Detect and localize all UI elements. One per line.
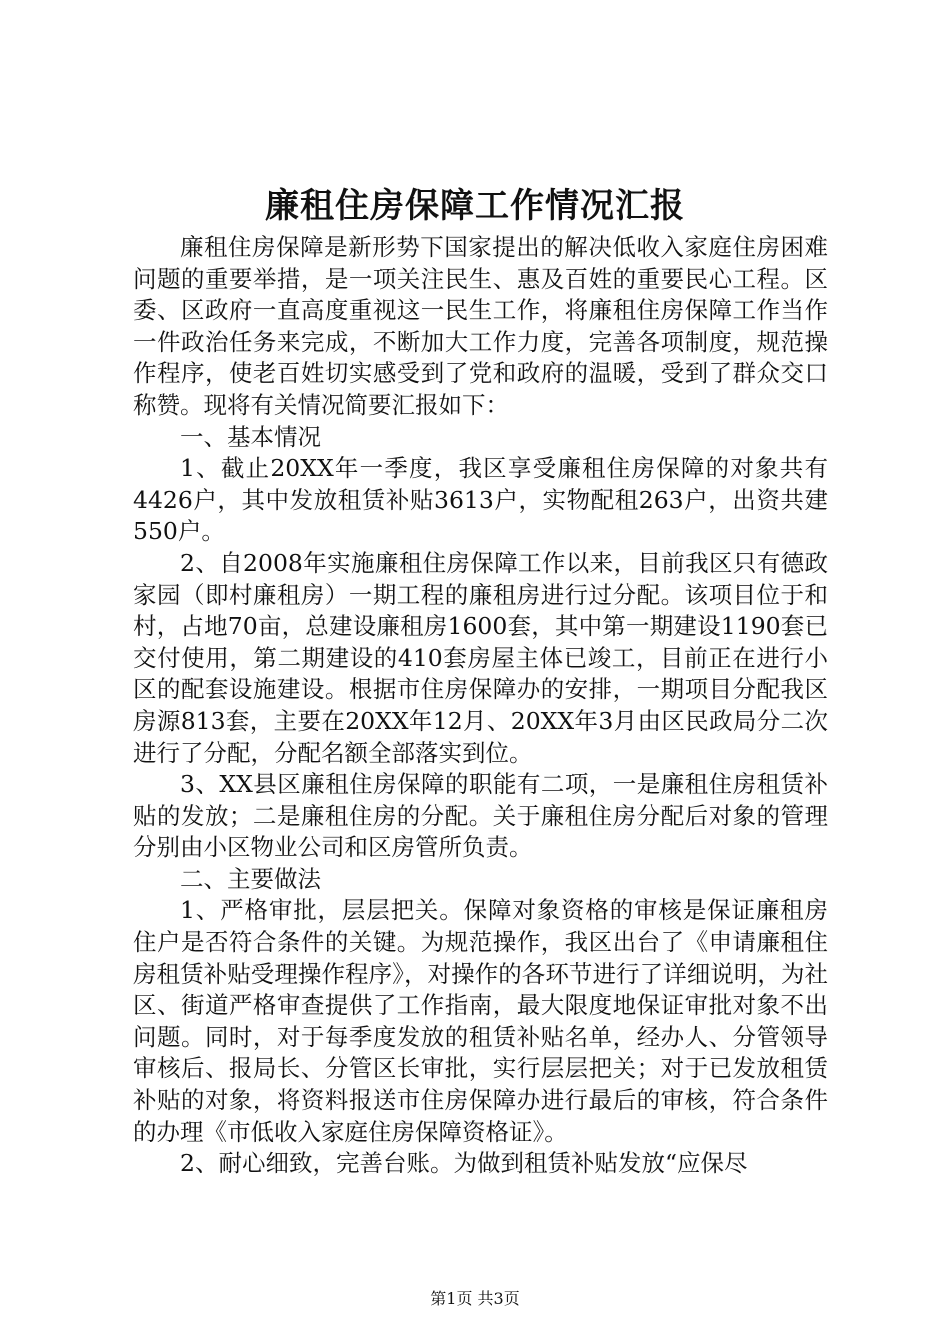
document-body bbox=[133, 232, 828, 1180]
paragraph-basic-3: 3、XX县区廉租住房保障的职能有二项，一是廉租住房租赁补贴的发放；二是廉租住房的分配。关于廉租住房分配后对象的管理分别由小区物业公司和区房管所负责。 bbox=[133, 770, 828, 862]
document-title: 廉租住房保障工作情况汇报 bbox=[265, 186, 685, 226]
section-heading-methods: 二、主要做法 bbox=[180, 864, 321, 893]
paragraph-basic-1: 1、截止20XX年一季度，我区享受廉租住房保障的对象共有4426户，其中发放租赁补贴3613户，实物配租263户，出资共建550户。 bbox=[133, 454, 828, 546]
section-heading-basic: 一、基本情况 bbox=[180, 422, 321, 451]
paragraph-methods-2: 2、耐心细致，完善台账。为做到租赁补贴发放“应保尽 bbox=[180, 1149, 748, 1178]
page-footer: 第1页 共3页 bbox=[430, 1289, 520, 1308]
paragraph-methods-1: 1、严格审批，层层把关。保障对象资格的审核是保证廉租房住户是否符合条件的关键。为规范操作，我区出台了《申请廉租住房租赁补贴受理操作程序》，对操作的各环节进行了详细说明，为社区、街道严格审查提供了工作指南，最大限度地保证审批对象不出问题。同时，对于每季度发放的租赁补贴名单，经办人、分管领导审核后、报局长、分管区长审批，实行层层把关；对于已发放租赁补贴的对象，将资料报送市住房保障办进行最后的审核，符合条件的办理《市低收入家庭住房保障资格证》。 bbox=[133, 896, 828, 1146]
paragraph-intro: 廉租住房保障是新形势下国家提出的解决低收入家庭住房困难问题的重要举措，是一项关注民生、惠及百姓的重要民心工程。区委、区政府一直高度重视这一民生工作，将廉租住房保障工作当作一件政治任务来完成，不断加大工作力度，完善各项制度，规范操作程序，使老百姓切实感受到了党和政府的温暖，受到了群众交口称赞。现将有关情况简要汇报如下： bbox=[133, 233, 828, 419]
paragraph-basic-2: 2、自2008年实施廉租住房保障工作以来，目前我区只有德政家园（即村廉租房）一期工程的廉租房进行过分配。该项目位于和村，占地70亩，总建设廉租房1600套，其中第一期建设1190套已交付使用，第二期建设的410套房屋主体已竣工，目前正在进行小区的配套设施建设。根据市住房保障办的安排，一期项目分配我区房源813套，主要在20XX年12月、20XX年3月由区民政局分二次进行了分配，分配名额全部落实到位。 bbox=[133, 548, 828, 767]
